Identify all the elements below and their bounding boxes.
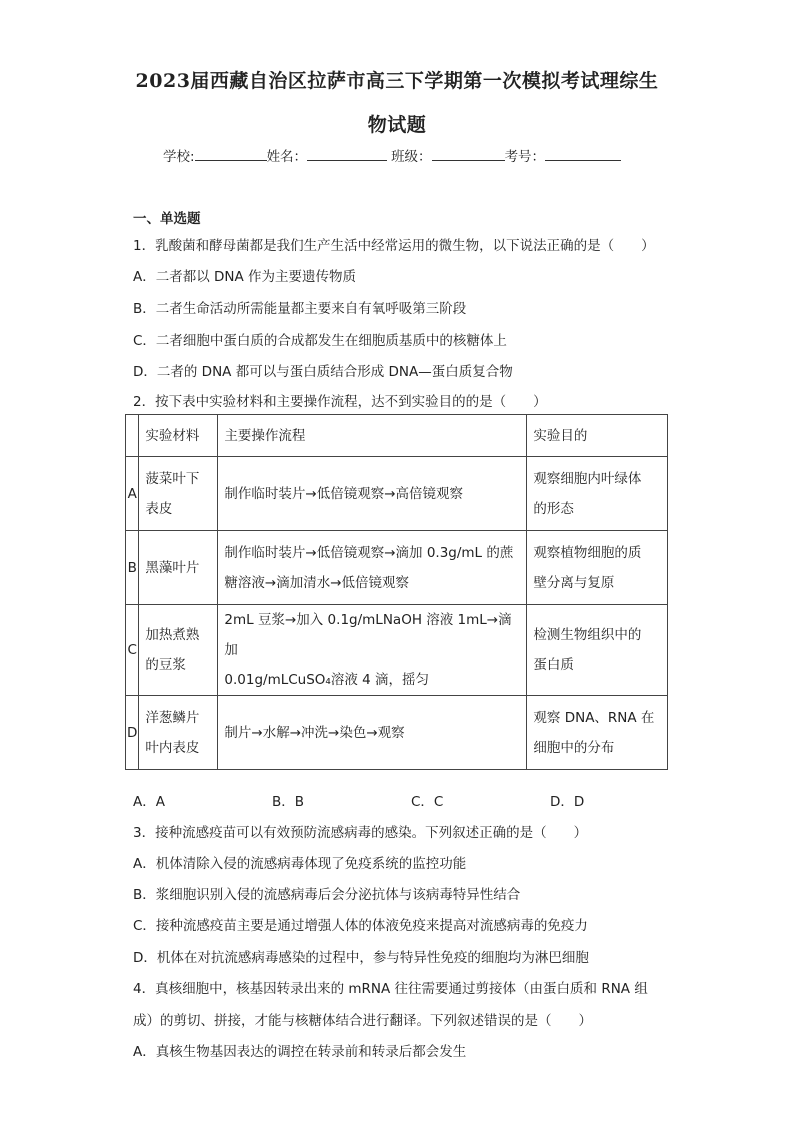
section-heading: 一、单选题 xyxy=(133,211,201,227)
experiment-table xyxy=(125,414,668,770)
row-operation: 制作临时装片→低倍镜观察→高倍镜观察 xyxy=(218,457,527,531)
exam-title-line1: 2023届西藏自治区拉萨市高三下学期第一次模拟考试理综生 xyxy=(135,70,659,92)
row-goal: 观察 DNA、RNA 在 细胞中的分布 xyxy=(527,696,668,770)
q1-option-c: C．二者细胞中蛋白质的合成都发生在细胞质基质中的核糖体上 xyxy=(133,333,507,349)
q3-option-b: B．浆细胞识别入侵的流感病毒后会分泌抗体与该病毒特异性结合 xyxy=(133,887,521,903)
q3-option-d: D．机体在对抗流感病毒感染的过程中，参与特异性免疫的细胞均为淋巴细胞 xyxy=(133,950,589,966)
q3-option-a: A．机体清除入侵的流感病毒体现了免疫系统的监控功能 xyxy=(133,856,467,872)
school-label: 学校: xyxy=(163,149,195,165)
class-label: 班级： xyxy=(391,149,432,165)
q2-option-d: D．D xyxy=(550,794,585,810)
q3-stem: 3．接种流感疫苗可以有效预防流感病毒的感染。下列叙述正确的是（ ） xyxy=(133,825,588,841)
row-goal: 检测生物组织中的 蛋白质 xyxy=(527,605,668,696)
row-material: 菠菜叶下 表皮 xyxy=(139,457,218,531)
row-label: C xyxy=(126,605,139,696)
q2-stem: 2．按下表中实验材料和主要操作流程，达不到实验目的的是（ ） xyxy=(133,394,547,410)
table-row xyxy=(126,457,668,531)
table-row xyxy=(126,531,668,605)
row-operation: 制作临时装片→低倍镜观察→滴加 0.3g/mL 的蔗 糖溶液→滴加清水→低倍镜观察 xyxy=(218,531,527,605)
q2-options xyxy=(133,790,689,810)
q4-stem-line1: 4．真核细胞中，核基因转录出来的 mRNA 往往需要通过剪接体（由蛋白质和 RNA 组 xyxy=(133,981,648,997)
name-blank[interactable] xyxy=(307,147,387,161)
number-label: 考号： xyxy=(504,149,546,165)
row-label: A xyxy=(126,457,139,531)
student-info-row xyxy=(163,145,621,165)
q1-option-d: D．二者的 DNA 都可以与蛋白质结合形成 DNA—蛋白质复合物 xyxy=(133,364,513,380)
class-blank[interactable] xyxy=(432,147,505,161)
name-label: 姓名： xyxy=(266,149,308,165)
table-header-row xyxy=(126,415,668,457)
header-material: 实验材料 xyxy=(139,415,218,457)
row-goal: 观察植物细胞的质 壁分离与复原 xyxy=(527,531,668,605)
row-operation: 2mL 豆浆→加入 0.1g/mLNaOH 溶液 1mL→滴加 0.01g/mLCuSO₄溶液 4 滴，摇匀 xyxy=(218,605,527,696)
header-label-cell xyxy=(126,415,139,457)
row-material: 加热煮熟 的豆浆 xyxy=(139,605,218,696)
row-label: D xyxy=(126,696,139,770)
row-material: 黑藻叶片 xyxy=(139,531,218,605)
table-row xyxy=(126,696,668,770)
row-material: 洋葱鳞片 叶内表皮 xyxy=(139,696,218,770)
q1-option-a: A．二者都以 DNA 作为主要遗传物质 xyxy=(133,269,357,285)
q2-option-c: C．C xyxy=(411,794,444,810)
q4-stem-line2: 成）的剪切、拼接，才能与核糖体结合进行翻译。下列叙述错误的是（ ） xyxy=(133,1013,592,1029)
header-goal: 实验目的 xyxy=(527,415,668,457)
row-goal: 观察细胞内叶绿体 的形态 xyxy=(527,457,668,531)
school-blank[interactable] xyxy=(195,147,267,161)
q1-stem: 1．乳酸菌和酵母菌都是我们生产生活中经常运用的微生物，以下说法正确的是（ ） xyxy=(133,238,655,254)
table-row xyxy=(126,605,668,696)
header-operation: 主要操作流程 xyxy=(218,415,527,457)
q2-option-a: A．A xyxy=(133,794,165,810)
number-blank[interactable] xyxy=(545,147,621,161)
q1-option-b: B．二者生命活动所需能量都主要来自有氧呼吸第三阶段 xyxy=(133,301,467,317)
row-label: B xyxy=(126,531,139,605)
q3-option-c: C．接种流感疫苗主要是通过增强人体的体液免疫来提高对流感病毒的免疫力 xyxy=(133,918,588,934)
q2-option-b: B．B xyxy=(272,794,305,810)
exam-title-line2: 物试题 xyxy=(367,114,427,136)
row-operation: 制片→水解→冲洗→染色→观察 xyxy=(218,696,527,770)
q4-option-a: A．真核生物基因表达的调控在转录前和转录后都会发生 xyxy=(133,1044,467,1060)
